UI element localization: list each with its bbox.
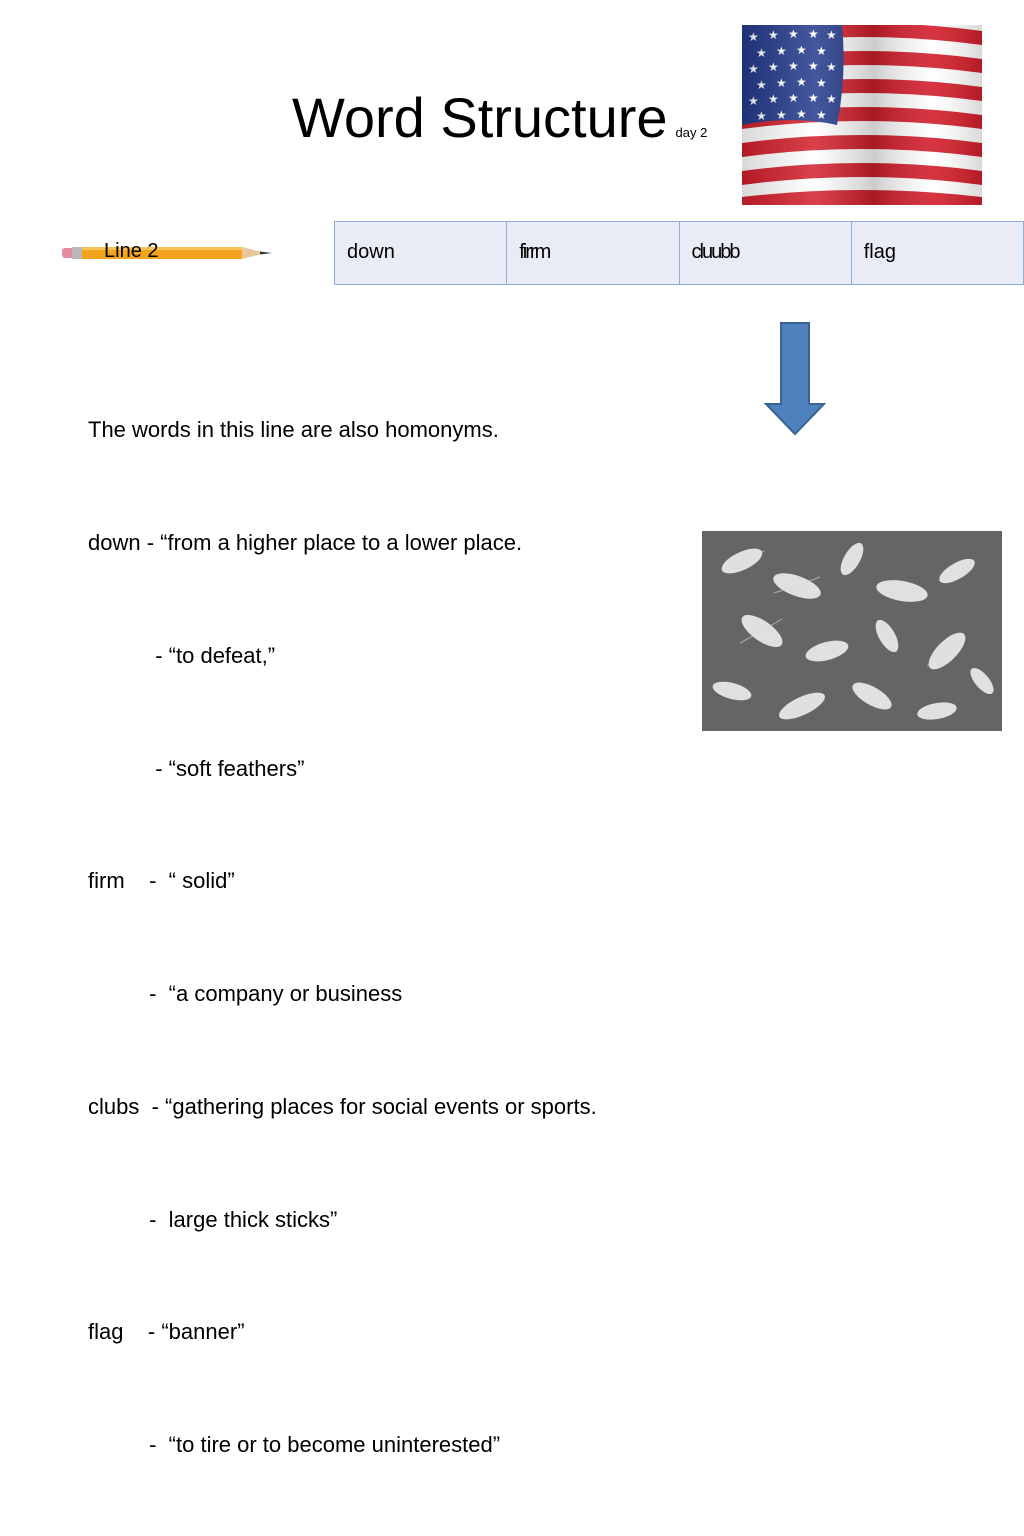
word-text: firrm — [519, 241, 550, 263]
notes-line: - “to tire or to become uninterested” — [88, 1432, 501, 1458]
word-text: flag — [863, 241, 896, 263]
notes-line: The words in this line are also homonyms. — [88, 417, 499, 443]
slide-title — [292, 82, 707, 169]
notes-line: clubs - “gathering places for social events or sports. — [88, 1093, 597, 1119]
title-text: Word Structure — [292, 86, 668, 149]
pencil-icon — [62, 244, 272, 262]
notes-line: flag - “banner” — [88, 1319, 245, 1345]
title-subtitle: day 2 — [675, 125, 708, 140]
word-cell — [335, 222, 507, 284]
notes-line: firm - “ solid” — [88, 868, 235, 894]
word-text: down — [347, 241, 395, 263]
notes-line: down - “from a higher place to a lower place. — [88, 529, 523, 555]
american-flag-image — [742, 25, 982, 205]
word-cell — [507, 222, 679, 284]
down-arrow-icon — [764, 322, 826, 436]
word-cell — [680, 222, 852, 284]
notes-line: - “soft feathers” — [88, 755, 305, 781]
line-label: Line 2 — [104, 240, 159, 262]
word-table — [334, 221, 1024, 285]
notes-line: - “to defeat,” — [88, 642, 276, 668]
notes-text — [88, 336, 597, 1536]
word-text: cluubb — [691, 241, 739, 263]
feathers-image — [702, 531, 1002, 731]
word-cell — [852, 222, 1023, 284]
notes-line: - large thick sticks” — [88, 1206, 338, 1232]
notes-line: - “a company or business — [88, 981, 403, 1007]
